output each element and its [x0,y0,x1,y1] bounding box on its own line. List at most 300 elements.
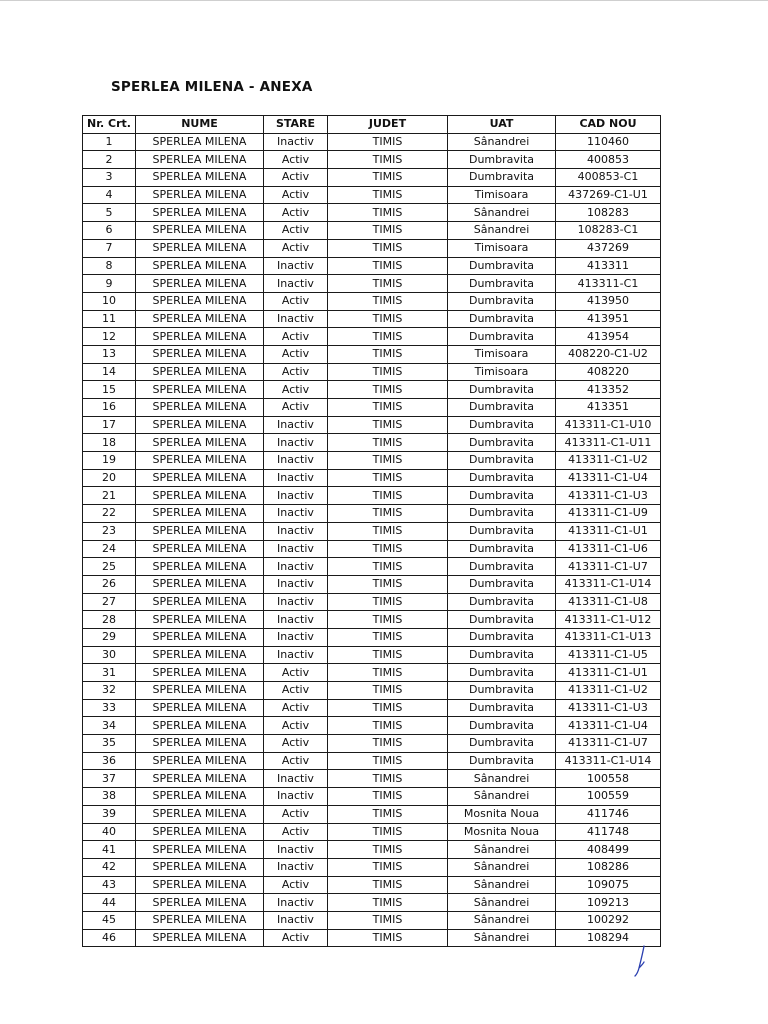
table-row [83,628,661,646]
table-row [83,328,661,346]
cell-nr: 38 [83,788,136,806]
cell-nume: SPERLEA MILENA [136,841,264,859]
cell-stare: Activ [264,239,328,257]
cell-nume: SPERLEA MILENA [136,292,264,310]
cell-nume: SPERLEA MILENA [136,239,264,257]
cell-stare: Inactiv [264,788,328,806]
cell-stare: Inactiv [264,505,328,523]
cell-judet: TIMIS [328,434,448,452]
table-row [83,540,661,558]
cell-nume: SPERLEA MILENA [136,911,264,929]
cell-uat: Dumbravita [448,611,556,629]
cell-cad-nou: 413311-C1-U7 [556,558,661,576]
cell-stare: Inactiv [264,540,328,558]
table-row [83,399,661,417]
cell-nume: SPERLEA MILENA [136,664,264,682]
table-row [83,522,661,540]
cell-nume: SPERLEA MILENA [136,682,264,700]
cell-uat: Timisoara [448,363,556,381]
table-row [83,257,661,275]
cell-nume: SPERLEA MILENA [136,717,264,735]
cell-judet: TIMIS [328,239,448,257]
handwritten-signature-icon [632,944,652,978]
cell-cad-nou: 108283 [556,204,661,222]
cell-nr: 16 [83,399,136,417]
column-header-stare: STARE [264,116,328,134]
cell-stare: Activ [264,699,328,717]
cell-cad-nou: 109213 [556,894,661,912]
cell-stare: Activ [264,752,328,770]
cell-nume: SPERLEA MILENA [136,381,264,399]
cell-stare: Activ [264,381,328,399]
cell-cad-nou: 413311-C1-U11 [556,434,661,452]
cell-nume: SPERLEA MILENA [136,593,264,611]
cell-nume: SPERLEA MILENA [136,310,264,328]
cell-nr: 37 [83,770,136,788]
cell-stare: Activ [264,222,328,240]
cell-cad-nou: 413311-C1-U14 [556,752,661,770]
cell-nr: 43 [83,876,136,894]
cell-nr: 40 [83,823,136,841]
cell-uat: Dumbravita [448,664,556,682]
cell-nr: 17 [83,416,136,434]
cell-cad-nou: 411746 [556,805,661,823]
cell-stare: Activ [264,823,328,841]
cell-stare: Activ [264,328,328,346]
cell-nr: 20 [83,469,136,487]
cell-cad-nou: 413311-C1-U2 [556,682,661,700]
table-row [83,646,661,664]
cell-nr: 4 [83,186,136,204]
cell-nr: 31 [83,664,136,682]
cell-uat: Sânandrei [448,133,556,151]
cell-stare: Activ [264,717,328,735]
cell-nume: SPERLEA MILENA [136,823,264,841]
table-row [83,575,661,593]
cell-uat: Sânandrei [448,911,556,929]
cell-nr: 15 [83,381,136,399]
cell-nume: SPERLEA MILENA [136,505,264,523]
table-row [83,593,661,611]
cell-cad-nou: 413351 [556,399,661,417]
cell-judet: TIMIS [328,611,448,629]
cell-stare: Inactiv [264,593,328,611]
cell-nume: SPERLEA MILENA [136,452,264,470]
cell-uat: Dumbravita [448,399,556,417]
cell-stare: Inactiv [264,469,328,487]
cell-cad-nou: 408499 [556,841,661,859]
cell-uat: Dumbravita [448,169,556,187]
cell-judet: TIMIS [328,735,448,753]
cell-cad-nou: 408220-C1-U2 [556,345,661,363]
cell-stare: Activ [264,169,328,187]
cell-judet: TIMIS [328,717,448,735]
cell-cad-nou: 413311-C1-U7 [556,735,661,753]
column-header-uat: UAT [448,116,556,134]
cell-nr: 1 [83,133,136,151]
cell-nume: SPERLEA MILENA [136,204,264,222]
cell-cad-nou: 413311-C1-U12 [556,611,661,629]
cell-nr: 33 [83,699,136,717]
table-row [83,133,661,151]
cell-judet: TIMIS [328,363,448,381]
cell-judet: TIMIS [328,381,448,399]
cell-cad-nou: 413311-C1-U13 [556,628,661,646]
cell-uat: Dumbravita [448,558,556,576]
cell-judet: TIMIS [328,911,448,929]
cell-judet: TIMIS [328,646,448,664]
cell-stare: Inactiv [264,452,328,470]
table-row [83,717,661,735]
cell-cad-nou: 413950 [556,292,661,310]
cell-judet: TIMIS [328,682,448,700]
cell-judet: TIMIS [328,257,448,275]
cell-cad-nou: 413352 [556,381,661,399]
table-row [83,858,661,876]
cell-judet: TIMIS [328,186,448,204]
cell-nume: SPERLEA MILENA [136,540,264,558]
cell-stare: Inactiv [264,487,328,505]
cell-cad-nou: 413311-C1-U1 [556,522,661,540]
cell-uat: Dumbravita [448,682,556,700]
cell-judet: TIMIS [328,169,448,187]
cell-uat: Sânandrei [448,770,556,788]
cell-judet: TIMIS [328,540,448,558]
cell-judet: TIMIS [328,345,448,363]
cell-nr: 44 [83,894,136,912]
cell-judet: TIMIS [328,628,448,646]
table-row [83,558,661,576]
cell-uat: Dumbravita [448,257,556,275]
cell-judet: TIMIS [328,522,448,540]
cell-cad-nou: 413311-C1-U4 [556,469,661,487]
cell-cad-nou: 413311-C1-U14 [556,575,661,593]
cell-uat: Sânandrei [448,788,556,806]
cell-nr: 42 [83,858,136,876]
cell-nr: 8 [83,257,136,275]
table-row [83,345,661,363]
cell-cad-nou: 413951 [556,310,661,328]
cell-judet: TIMIS [328,469,448,487]
table-row [83,770,661,788]
cell-cad-nou: 108294 [556,929,661,947]
table-row [83,169,661,187]
cell-nume: SPERLEA MILENA [136,805,264,823]
page-top-edge [0,0,768,1]
cell-nr: 22 [83,505,136,523]
cell-nr: 23 [83,522,136,540]
cell-uat: Sânandrei [448,858,556,876]
table-row [83,788,661,806]
cell-nr: 29 [83,628,136,646]
cell-nr: 35 [83,735,136,753]
cell-judet: TIMIS [328,310,448,328]
cell-uat: Dumbravita [448,540,556,558]
cell-nr: 6 [83,222,136,240]
table-row [83,204,661,222]
cell-stare: Inactiv [264,558,328,576]
cell-nume: SPERLEA MILENA [136,416,264,434]
table-row [83,452,661,470]
cell-uat: Dumbravita [448,328,556,346]
cell-stare: Inactiv [264,858,328,876]
cell-uat: Dumbravita [448,416,556,434]
cell-cad-nou: 400853 [556,151,661,169]
cell-stare: Activ [264,735,328,753]
cell-cad-nou: 108286 [556,858,661,876]
cell-uat: Timisoara [448,239,556,257]
cell-nume: SPERLEA MILENA [136,363,264,381]
cell-stare: Activ [264,151,328,169]
table-row [83,222,661,240]
cell-nume: SPERLEA MILENA [136,611,264,629]
cell-uat: Mosnita Noua [448,823,556,841]
cell-cad-nou: 100559 [556,788,661,806]
cell-nr: 10 [83,292,136,310]
cell-judet: TIMIS [328,416,448,434]
table-row [83,841,661,859]
cell-judet: TIMIS [328,699,448,717]
column-header-cad-nou: CAD NOU [556,116,661,134]
cell-judet: TIMIS [328,204,448,222]
table-row [83,911,661,929]
cell-nr: 5 [83,204,136,222]
cell-nume: SPERLEA MILENA [136,628,264,646]
table-header-row [83,116,661,134]
cell-stare: Inactiv [264,646,328,664]
table-row [83,876,661,894]
cell-stare: Inactiv [264,310,328,328]
table-row [83,929,661,947]
cell-stare: Inactiv [264,434,328,452]
cell-cad-nou: 413311-C1-U8 [556,593,661,611]
cell-judet: TIMIS [328,752,448,770]
cell-nume: SPERLEA MILENA [136,222,264,240]
cell-nume: SPERLEA MILENA [136,575,264,593]
cell-nume: SPERLEA MILENA [136,434,264,452]
cell-judet: TIMIS [328,452,448,470]
cell-nr: 41 [83,841,136,859]
cell-nr: 14 [83,363,136,381]
cell-judet: TIMIS [328,894,448,912]
cell-cad-nou: 413311-C1-U5 [556,646,661,664]
cell-cad-nou: 413311-C1 [556,275,661,293]
cell-nume: SPERLEA MILENA [136,522,264,540]
cell-judet: TIMIS [328,770,448,788]
cell-stare: Activ [264,399,328,417]
cell-nr: 9 [83,275,136,293]
cell-uat: Sânandrei [448,204,556,222]
cell-nr: 21 [83,487,136,505]
cell-cad-nou: 413311 [556,257,661,275]
cell-nume: SPERLEA MILENA [136,735,264,753]
cell-stare: Activ [264,204,328,222]
table-row [83,434,661,452]
cell-stare: Activ [264,805,328,823]
table-row [83,416,661,434]
cell-uat: Dumbravita [448,735,556,753]
cell-judet: TIMIS [328,275,448,293]
cell-cad-nou: 413954 [556,328,661,346]
cell-uat: Sânandrei [448,894,556,912]
column-header-nume: NUME [136,116,264,134]
cell-nume: SPERLEA MILENA [136,275,264,293]
table-row [83,469,661,487]
cell-uat: Dumbravita [448,452,556,470]
cell-nr: 24 [83,540,136,558]
table-row [83,682,661,700]
cell-cad-nou: 413311-C1-U1 [556,664,661,682]
cell-cad-nou: 413311-C1-U4 [556,717,661,735]
table-row [83,151,661,169]
cell-stare: Inactiv [264,611,328,629]
cell-cad-nou: 413311-C1-U2 [556,452,661,470]
cell-nr: 45 [83,911,136,929]
cell-cad-nou: 109075 [556,876,661,894]
cell-cad-nou: 108283-C1 [556,222,661,240]
table-row [83,611,661,629]
cell-judet: TIMIS [328,558,448,576]
cell-cad-nou: 413311-C1-U3 [556,487,661,505]
cell-nr: 32 [83,682,136,700]
cell-nr: 7 [83,239,136,257]
cell-uat: Dumbravita [448,575,556,593]
cell-nume: SPERLEA MILENA [136,558,264,576]
cell-nume: SPERLEA MILENA [136,399,264,417]
cell-uat: Sânandrei [448,929,556,947]
cell-nr: 27 [83,593,136,611]
cell-nr: 3 [83,169,136,187]
cell-stare: Inactiv [264,911,328,929]
cell-cad-nou: 437269-C1-U1 [556,186,661,204]
cell-nume: SPERLEA MILENA [136,133,264,151]
cell-stare: Activ [264,363,328,381]
cell-nume: SPERLEA MILENA [136,646,264,664]
cell-cad-nou: 100558 [556,770,661,788]
cell-stare: Activ [264,345,328,363]
cell-uat: Dumbravita [448,469,556,487]
table-row [83,310,661,328]
cell-cad-nou: 413311-C1-U9 [556,505,661,523]
cell-uat: Dumbravita [448,646,556,664]
table-row [83,505,661,523]
cell-uat: Dumbravita [448,292,556,310]
cell-nume: SPERLEA MILENA [136,151,264,169]
cell-uat: Dumbravita [448,275,556,293]
cell-nr: 46 [83,929,136,947]
cell-stare: Inactiv [264,575,328,593]
cell-nr: 26 [83,575,136,593]
cell-uat: Dumbravita [448,628,556,646]
cell-nr: 30 [83,646,136,664]
cell-judet: TIMIS [328,805,448,823]
cell-cad-nou: 110460 [556,133,661,151]
cell-judet: TIMIS [328,788,448,806]
cell-nr: 25 [83,558,136,576]
cell-judet: TIMIS [328,487,448,505]
cell-nr: 19 [83,452,136,470]
table-row [83,292,661,310]
cell-judet: TIMIS [328,151,448,169]
cell-nume: SPERLEA MILENA [136,469,264,487]
table-row [83,735,661,753]
cell-nume: SPERLEA MILENA [136,770,264,788]
cell-judet: TIMIS [328,399,448,417]
cell-nume: SPERLEA MILENA [136,257,264,275]
cell-uat: Timisoara [448,345,556,363]
cell-nr: 34 [83,717,136,735]
cell-uat: Dumbravita [448,151,556,169]
cell-stare: Activ [264,664,328,682]
cell-cad-nou: 413311-C1-U3 [556,699,661,717]
cell-nr: 28 [83,611,136,629]
cell-judet: TIMIS [328,292,448,310]
cell-uat: Dumbravita [448,310,556,328]
cell-cad-nou: 100292 [556,911,661,929]
cell-judet: TIMIS [328,133,448,151]
cell-stare: Inactiv [264,133,328,151]
annex-table [82,115,661,947]
cell-stare: Inactiv [264,841,328,859]
cell-stare: Activ [264,292,328,310]
cell-cad-nou: 413311-C1-U6 [556,540,661,558]
table-row [83,239,661,257]
cell-judet: TIMIS [328,929,448,947]
cell-nume: SPERLEA MILENA [136,699,264,717]
cell-nume: SPERLEA MILENA [136,169,264,187]
column-header-nr: Nr. Crt. [83,116,136,134]
cell-judet: TIMIS [328,328,448,346]
cell-stare: Activ [264,876,328,894]
cell-nume: SPERLEA MILENA [136,858,264,876]
cell-stare: Inactiv [264,770,328,788]
cell-uat: Sânandrei [448,876,556,894]
cell-stare: Activ [264,186,328,204]
cell-nume: SPERLEA MILENA [136,788,264,806]
table-row [83,186,661,204]
cell-nr: 11 [83,310,136,328]
cell-judet: TIMIS [328,664,448,682]
column-header-judet: JUDET [328,116,448,134]
cell-stare: Inactiv [264,522,328,540]
cell-uat: Mosnita Noua [448,805,556,823]
table-body [83,133,661,947]
cell-judet: TIMIS [328,858,448,876]
table-row [83,805,661,823]
cell-uat: Dumbravita [448,717,556,735]
cell-stare: Inactiv [264,275,328,293]
cell-nume: SPERLEA MILENA [136,752,264,770]
cell-uat: Dumbravita [448,699,556,717]
table-row [83,699,661,717]
cell-stare: Activ [264,682,328,700]
cell-uat: Dumbravita [448,522,556,540]
cell-nume: SPERLEA MILENA [136,487,264,505]
table-row [83,894,661,912]
document-title: SPERLEA MILENA - ANEXA [111,79,313,95]
table-row [83,363,661,381]
cell-uat: Sânandrei [448,841,556,859]
cell-judet: TIMIS [328,575,448,593]
cell-nr: 13 [83,345,136,363]
cell-judet: TIMIS [328,505,448,523]
cell-nr: 36 [83,752,136,770]
table-row [83,275,661,293]
cell-cad-nou: 400853-C1 [556,169,661,187]
table-row [83,664,661,682]
cell-cad-nou: 408220 [556,363,661,381]
cell-judet: TIMIS [328,593,448,611]
